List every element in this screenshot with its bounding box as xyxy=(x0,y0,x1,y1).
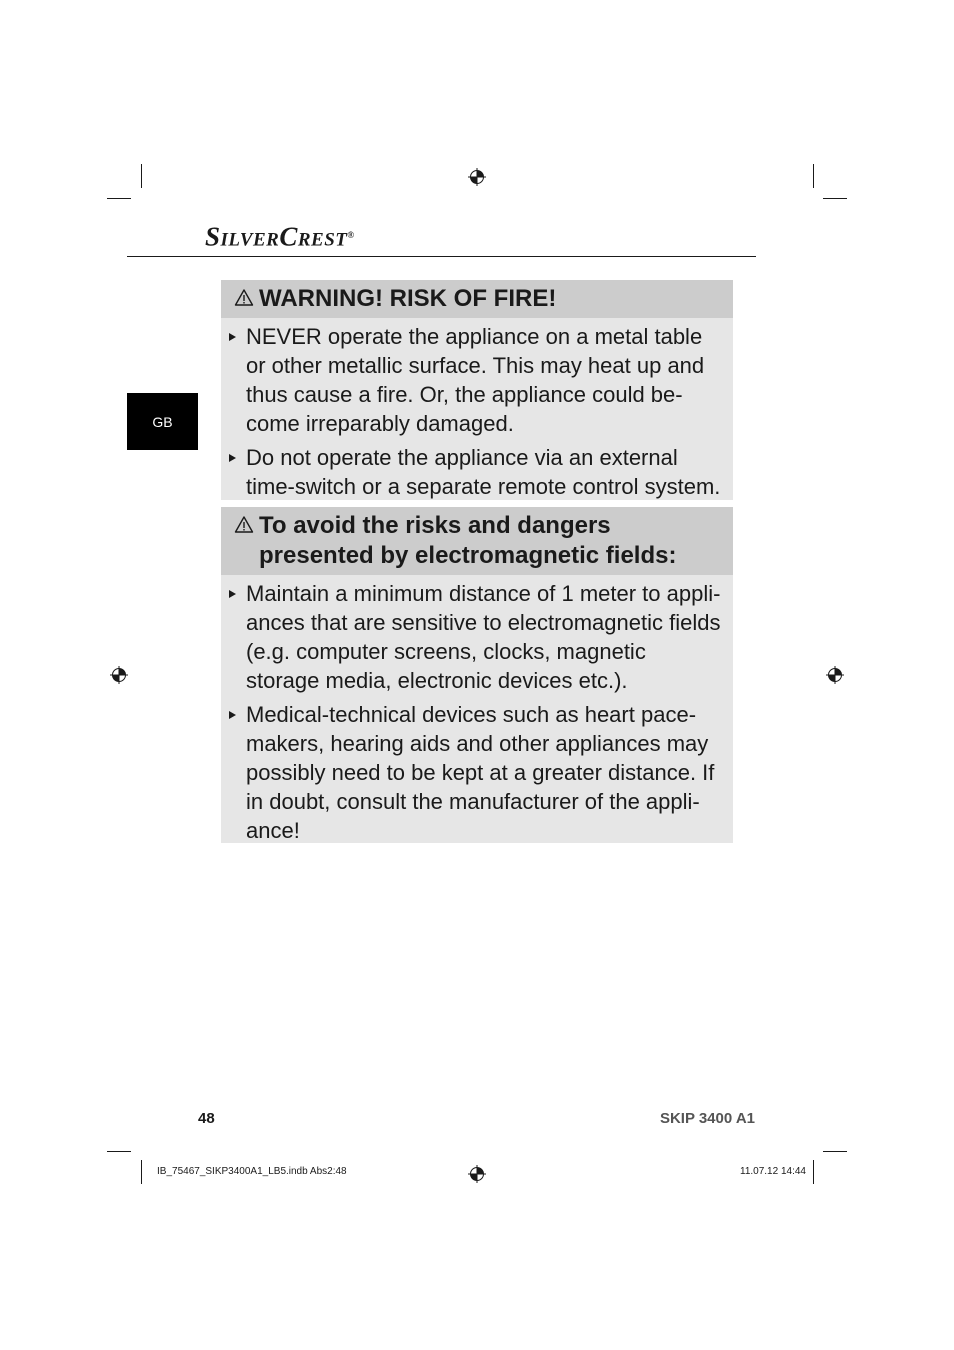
crop-mark-top-right-h xyxy=(823,198,847,199)
warning-triangle-icon xyxy=(234,515,254,535)
model-name: SKIP 3400 A1 xyxy=(659,1110,755,1127)
list-item: NEVER operate the appliance on a metal table or other metallic surface. This may heat up and thus cause a fire. Or, the appliance could become irreparably damaged. xyxy=(221,322,725,438)
crop-mark-top-right-v xyxy=(813,164,814,188)
crop-mark-top-left-v xyxy=(141,164,142,188)
brand-logo: SILVERCREST® xyxy=(205,221,355,252)
language-tab: GB xyxy=(127,393,198,450)
print-slug: IB_75467_SIKP3400A1_LB5.indb Abs2:48 xyxy=(157,1166,347,1177)
bullet-list xyxy=(221,318,733,501)
crop-mark-bottom-left-h xyxy=(107,1151,131,1152)
list-item: Medical-technical devices such as heart pacemakers, hearing aids and other appliances may possibly need to be kept at a greater distance. If in doubt, consult the manufacturer of the appliance! xyxy=(221,700,725,845)
page-number: 48 xyxy=(198,1110,215,1127)
header-rule xyxy=(127,256,756,257)
crop-mark-bottom-right-h xyxy=(823,1151,847,1152)
bullet-arrow-icon xyxy=(229,711,236,719)
registration-mark-icon xyxy=(826,666,844,684)
bullet-arrow-icon xyxy=(229,590,236,598)
bullet-arrow-icon xyxy=(229,454,236,462)
warning-box-electromagnetic xyxy=(221,507,733,843)
warning-triangle-icon xyxy=(234,288,254,308)
bullet-list xyxy=(221,575,733,845)
bullet-arrow-icon xyxy=(229,333,236,341)
crop-mark-bottom-right-v xyxy=(813,1160,814,1184)
crop-mark-bottom-left-v xyxy=(141,1160,142,1184)
list-item: Do not operate the appliance via an external time-switch or a separate remote control system. xyxy=(221,443,725,501)
registration-mark-icon xyxy=(468,1165,486,1183)
crop-mark-top-left-h xyxy=(107,198,131,199)
registration-mark-icon xyxy=(468,168,486,186)
list-item: Maintain a minimum distance of 1 meter to appliances that are sensitive to electromagnetic fields (e.g. computer screens, clocks, magnetic storage media, electronic devices etc.). xyxy=(221,579,725,695)
warning-heading: To avoid the risks and dangers presented by electromagnetic fields: xyxy=(221,507,733,575)
warning-heading: WARNING! RISK OF FIRE! xyxy=(221,280,733,318)
registration-mark-icon xyxy=(110,666,128,684)
print-timestamp: 11.07.12 14:44 xyxy=(740,1166,806,1177)
warning-box-fire xyxy=(221,280,733,500)
